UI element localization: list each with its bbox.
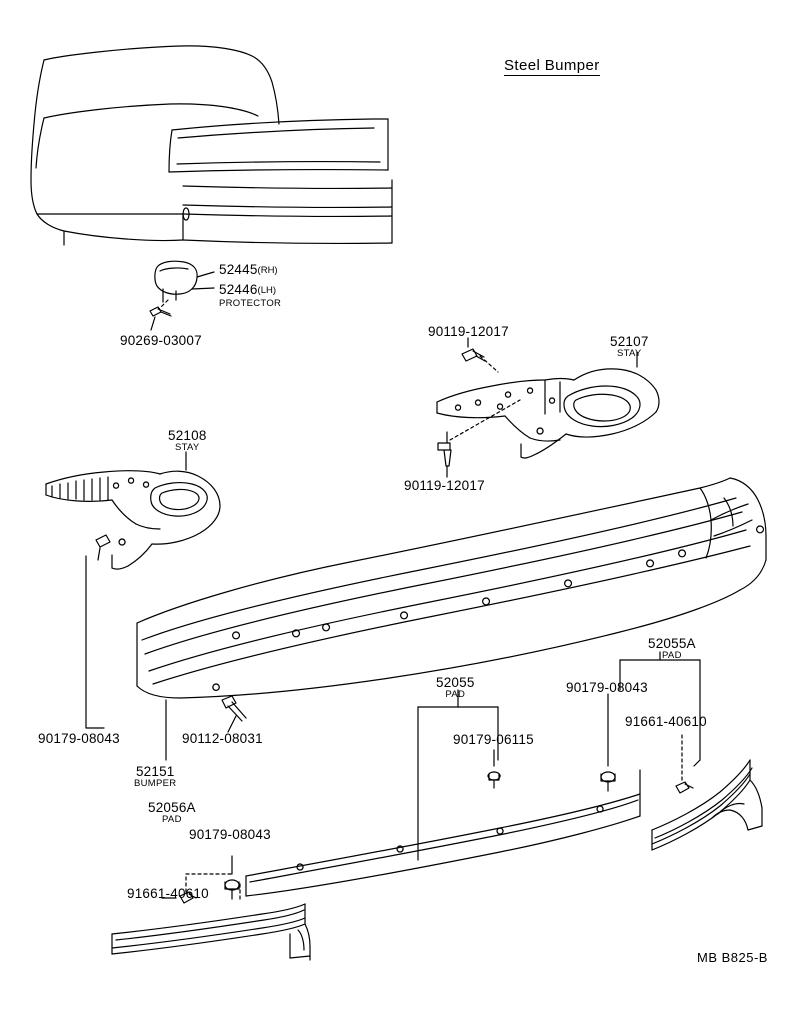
part-subtitle-52151: BUMPER xyxy=(134,778,177,790)
part-number-52151: 52151 xyxy=(135,764,175,779)
part-label-90112-08031: 90112-08031 xyxy=(182,731,263,746)
part-label-91661-40610-left: 91661-40610 xyxy=(127,886,209,901)
part-label-90179-08043-lower: 90179-08043 xyxy=(189,827,271,842)
part-label-91661-40610-right: 91661-40610 xyxy=(625,714,707,729)
part-number-52445: 52445 xyxy=(219,262,258,277)
part-label-52446 xyxy=(219,282,281,309)
part-label-52151 xyxy=(134,765,176,789)
diagram-title: Steel Bumper xyxy=(504,57,600,74)
part-label-52107 xyxy=(610,335,649,359)
part-label-90179-06115: 90179-06115 xyxy=(453,732,534,747)
part-subtitle-52108: STAY xyxy=(174,442,200,454)
part-label-90269-03007: 90269-03007 xyxy=(120,333,202,348)
part-label-90119-12017-bottom: 90119-12017 xyxy=(404,478,485,493)
part-subtitle-52055: PAD xyxy=(445,689,466,701)
part-label-90179-08043-left: 90179-08043 xyxy=(38,731,120,746)
part-number-52108: 52108 xyxy=(168,428,207,443)
part-subtitle-52055a: PAD xyxy=(662,650,682,662)
part-label-52056a xyxy=(148,801,196,825)
footer-code: MB B825-B xyxy=(697,950,768,965)
part-subtitle-protector: PROTECTOR xyxy=(219,297,282,309)
part-label-90119-12017-top: 90119-12017 xyxy=(428,324,509,339)
part-number-52055a: 52055A xyxy=(648,636,696,651)
part-label-52055 xyxy=(436,676,475,700)
part-number-52056a: 52056A xyxy=(148,800,196,815)
part-subtitle-52107: STAY xyxy=(616,348,642,360)
part-suffix-52445: (RH) xyxy=(257,265,278,276)
part-label-52108 xyxy=(168,429,207,453)
part-label-90179-08043-right: 90179-08043 xyxy=(566,680,648,695)
part-number-52107: 52107 xyxy=(610,334,649,349)
part-number-52055: 52055 xyxy=(436,675,475,690)
part-subtitle-52056a: PAD xyxy=(162,814,182,826)
part-suffix-52446: (LH) xyxy=(257,285,277,296)
part-label-52055a xyxy=(648,637,696,661)
part-number-52446: 52446 xyxy=(219,282,258,297)
part-label-52445 xyxy=(219,262,278,279)
